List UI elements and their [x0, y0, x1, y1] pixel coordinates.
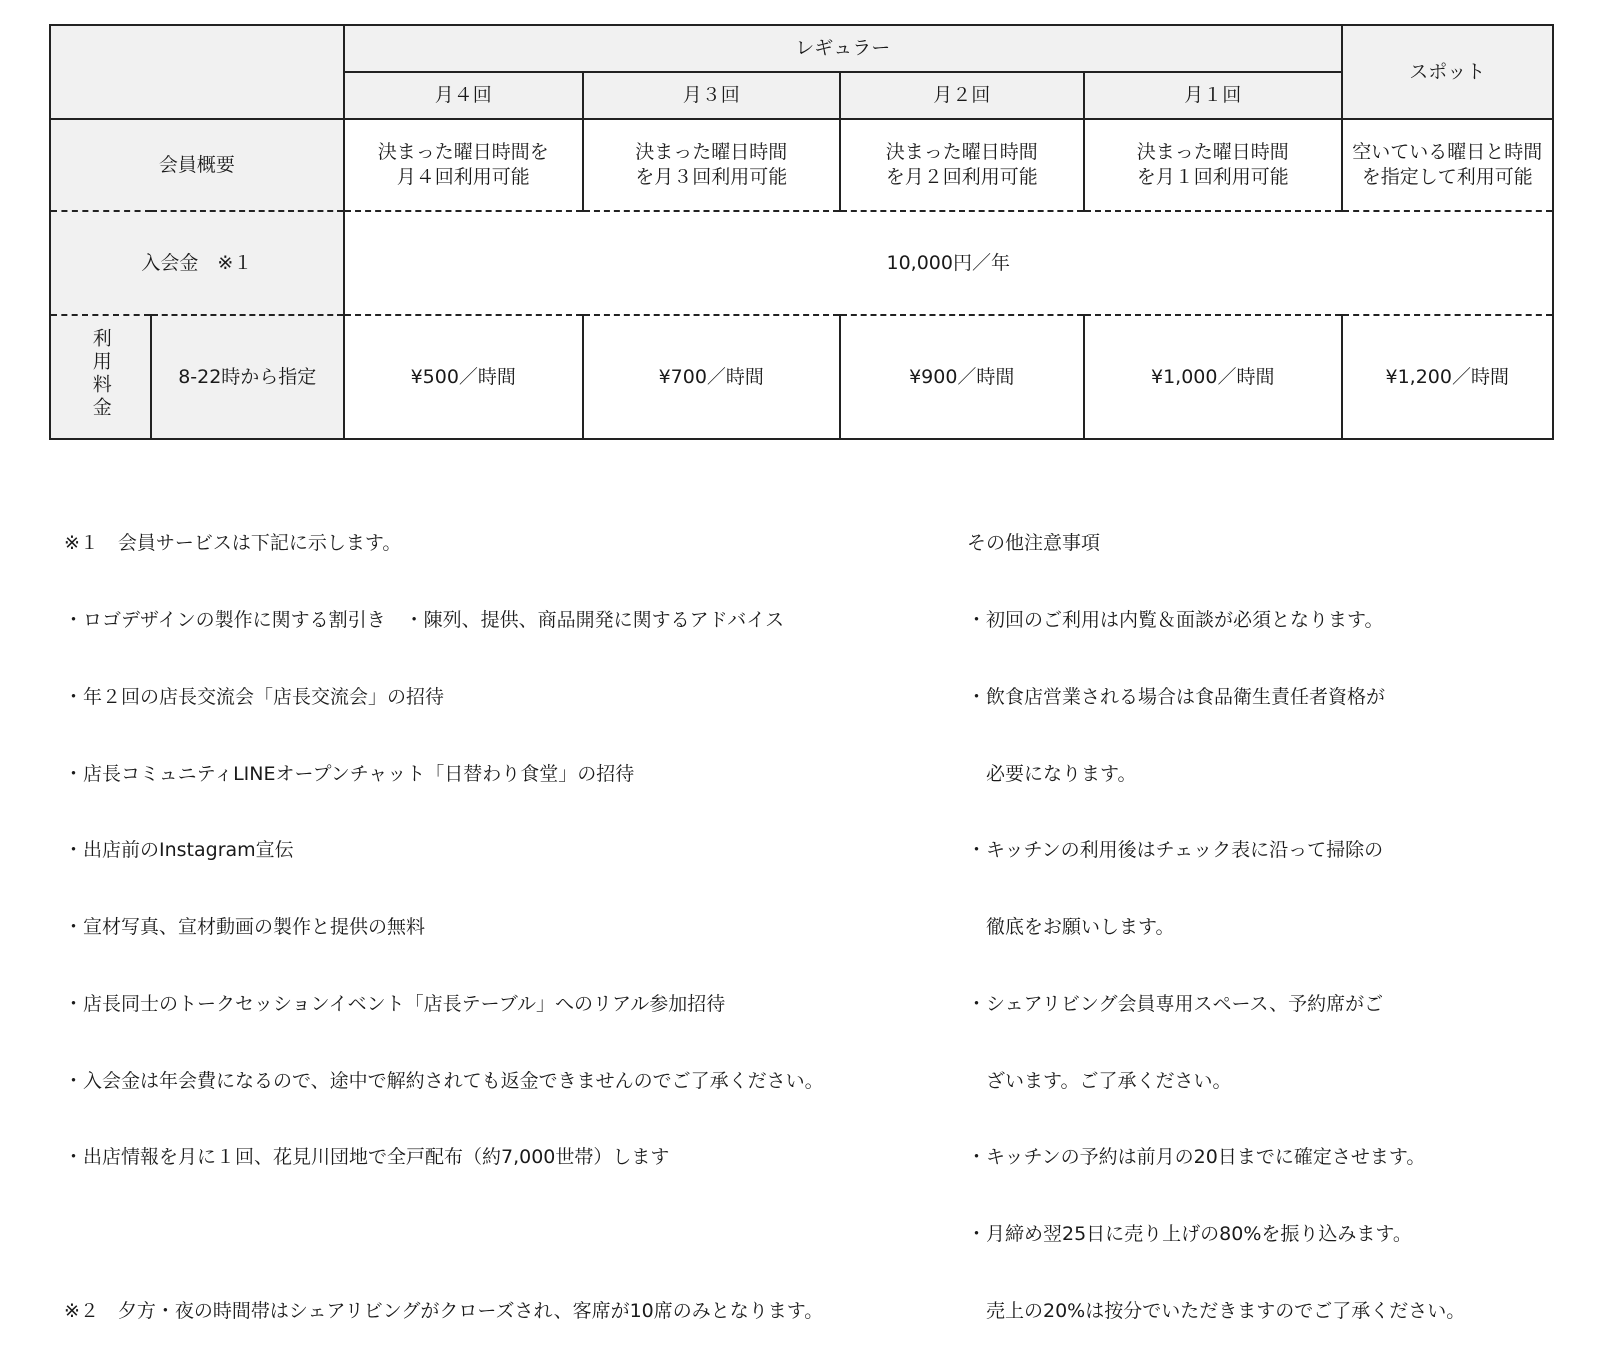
- member-services-notes: [64, 480, 824, 1350]
- price-cell: ¥900／時間: [840, 315, 1084, 439]
- spot-header: スポット: [1342, 25, 1553, 119]
- note-line: ・店長コミュニティLINEオープンチャット「日替わり食堂」の招待: [64, 762, 635, 785]
- plan-header-1: 月１回: [1084, 72, 1342, 119]
- usage-fee-label: 8-22時から指定: [151, 315, 344, 439]
- note-line: ・店長同士のトークセッションイベント「店長テーブル」へのリアル参加招待: [64, 992, 726, 1015]
- note-line: ・キッチンの予約は前月の20日までに確定させます。: [967, 1146, 1426, 1169]
- price-cell: ¥1,200／時間: [1342, 315, 1553, 439]
- price-cell: ¥500／時間: [344, 315, 583, 439]
- regular-header: レギュラー: [344, 25, 1342, 72]
- membership-cell: 決まった曜日時間を 月４回利用可能: [344, 119, 583, 211]
- membership-cell: 決まった曜日時間 を月２回利用可能: [840, 119, 1084, 211]
- usage-fee-group-text: 利用料金: [89, 327, 112, 420]
- note-line: 売上の20%は按分でいただきますのでご了承ください。: [967, 1300, 1466, 1322]
- note-2: ※２ 夕方・夜の時間帯はシェアリビングがクローズされ、客席が10席のみとなります。: [64, 1300, 824, 1322]
- note-line: 徹底をお願いします。: [967, 916, 1175, 939]
- note-line: ・出店情報を月に１回、花見川団地で全戸配布（約7,000世帯）します: [64, 1146, 670, 1169]
- note-line: ・入会金は年会費になるので、途中で解約されても返金できませんのでご了承ください。: [64, 1069, 824, 1092]
- note-line: ・ロゴデザインの製作に関する割引き ・陳列、提供、商品開発に関するアドバイス: [64, 608, 785, 631]
- note-line: ・キッチンの利用後はチェック表に沿って掃除の: [967, 839, 1384, 862]
- entry-fee-value: 10,000円／年: [344, 211, 1553, 315]
- note-line: ・初回のご利用は内覧＆面談が必須となります。: [967, 608, 1384, 631]
- note-line: ・シェアリビング会員専用スペース、予約席がご: [967, 992, 1384, 1015]
- plan-header-2: 月２回: [840, 72, 1084, 119]
- note-line: 必要になります。: [967, 762, 1137, 785]
- note-line: ・年２回の店長交流会「店長交流会」の招待: [64, 685, 445, 708]
- price-cell: ¥1,000／時間: [1084, 315, 1342, 439]
- plan-header-4: 月４回: [344, 72, 583, 119]
- membership-label: 会員概要: [50, 119, 344, 211]
- other-notes-title: その他注意事項: [967, 532, 1101, 555]
- other-notes: [967, 480, 1465, 1350]
- usage-fee-group-label: [50, 315, 151, 439]
- membership-cell: 決まった曜日時間 を月３回利用可能: [583, 119, 840, 211]
- note-line: ・出店前のInstagram宣伝: [64, 839, 294, 862]
- note-line: ・月締め翌25日に売り上げの80%を振り込みます。: [967, 1223, 1412, 1246]
- membership-cell: 空いている曜日と時間 を指定して利用可能: [1342, 119, 1553, 211]
- plan-header-3: 月３回: [583, 72, 840, 119]
- note-line: ざいます。ご了承ください。: [967, 1069, 1232, 1092]
- membership-cell: 決まった曜日時間 を月１回利用可能: [1084, 119, 1342, 211]
- entry-fee-label: 入会金 ※１: [50, 211, 344, 315]
- header-blank-cell: [50, 25, 344, 119]
- note-line: ・宣材写真、宣材動画の製作と提供の無料: [64, 916, 426, 939]
- note-line: ・飲食店営業される場合は食品衛生責任者資格が: [967, 685, 1386, 708]
- price-cell: ¥700／時間: [583, 315, 840, 439]
- note-line: ※１ 会員サービスは下記に示します。: [64, 532, 402, 555]
- pricing-table: [49, 24, 1554, 440]
